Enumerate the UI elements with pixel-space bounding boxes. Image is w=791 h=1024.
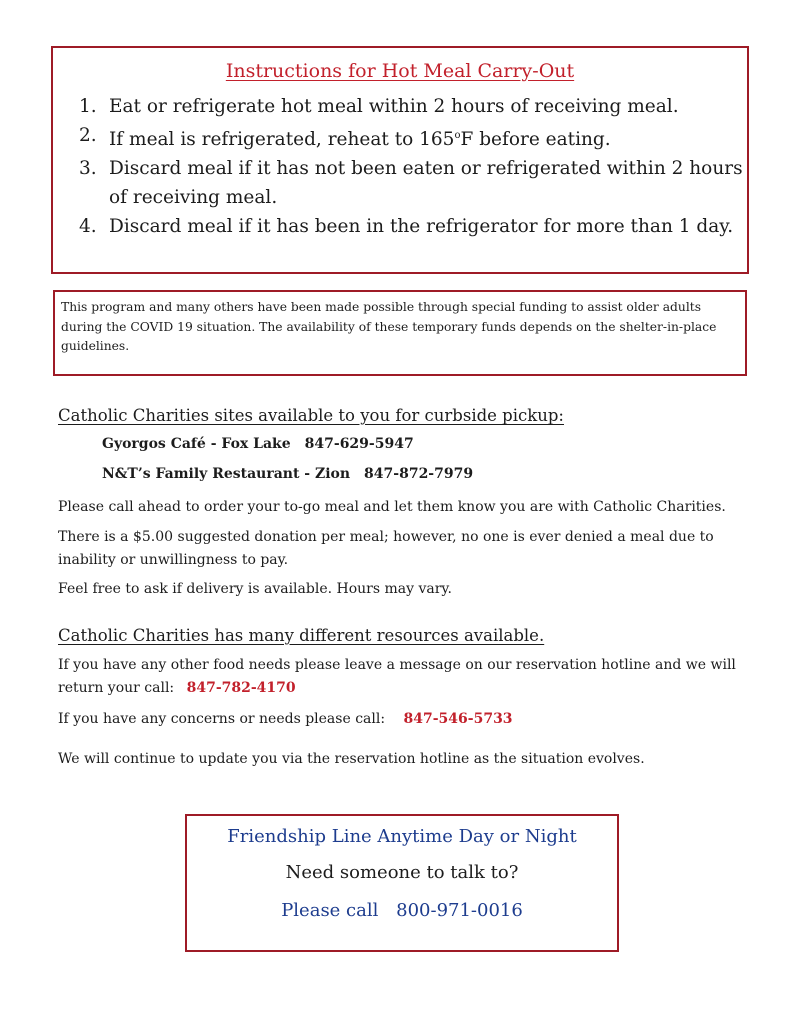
instruction-item [79, 154, 749, 212]
concerns-text [58, 708, 748, 731]
resources-heading: Catholic Charities has many different resources available. [58, 626, 545, 645]
friendship-title: Friendship Line Anytime Day or Night [227, 826, 577, 847]
degree-mark: o [454, 130, 461, 141]
instructions-box [51, 46, 749, 274]
site-item [102, 436, 414, 452]
program-notice-text: This program and many others have been made possible through special funding to assist older adults during the COVID 19 situation. The availability of these temporary funds depends on the shelter-in-place guidelines. [61, 300, 717, 353]
food-needs-phone: 847-782-4170 [186, 680, 296, 696]
program-notice-box [53, 290, 747, 376]
site-name: Gyorgos Café - Fox Lake [102, 436, 291, 452]
sites-heading: Catholic Charities sites available to you for curbside pickup: [58, 406, 564, 425]
instruction-item [79, 212, 749, 241]
instruction-item [79, 121, 749, 154]
food-needs-message: If you have any other food needs please leave a message on our reservation hotline and we will return your call: [58, 657, 736, 696]
donation-text: There is a $5.00 suggested donation per meal; however, no one is ever denied a meal due to inability or unwillingness to pay. [58, 529, 714, 568]
instruction-item [79, 92, 749, 121]
friendship-call-label: Please call [281, 900, 379, 921]
instruction-number: 3. [79, 158, 97, 179]
instruction-number: 1. [79, 96, 97, 117]
friendship-phone: 800-971-0016 [396, 900, 523, 921]
update-text: We will continue to update you via the reservation hotline as the situation evolves. [58, 751, 645, 767]
concerns-phone: 847-546-5733 [403, 711, 513, 727]
instruction-text: Discard meal if it has not been eaten or refrigerated within 2 hours of receiving meal. [109, 158, 743, 208]
instructions-list [79, 92, 749, 241]
instruction-text-part: F before eating. [460, 129, 611, 150]
food-needs-text [58, 654, 748, 700]
call-ahead-text: Please call ahead to order your to-go meal and let them know you are with Catholic Charities. [58, 499, 726, 515]
friendship-line-box [185, 814, 619, 952]
instruction-text: Discard meal if it has been in the refrigerator for more than 1 day. [109, 216, 734, 237]
instruction-text [109, 121, 749, 154]
delivery-text: Feel free to ask if delivery is available. Hours may vary. [58, 581, 452, 597]
site-phone: 847-872-7979 [364, 466, 474, 482]
friendship-question: Need someone to talk to? [285, 862, 519, 883]
instruction-text: Eat or refrigerate hot meal within 2 hours of receiving meal. [109, 96, 679, 117]
instructions-title: Instructions for Hot Meal Carry-Out [225, 60, 575, 82]
site-item [102, 466, 473, 482]
instruction-number: 4. [79, 216, 97, 237]
site-name: N&T’s Family Restaurant - Zion [102, 466, 351, 482]
instruction-number: 2. [79, 125, 97, 146]
instruction-text-part: If meal is refrigerated, reheat to 165 [109, 129, 455, 150]
concerns-message: If you have any concerns or needs please call: [58, 711, 386, 727]
friendship-call [187, 900, 617, 921]
site-phone: 847-629-5947 [304, 436, 414, 452]
